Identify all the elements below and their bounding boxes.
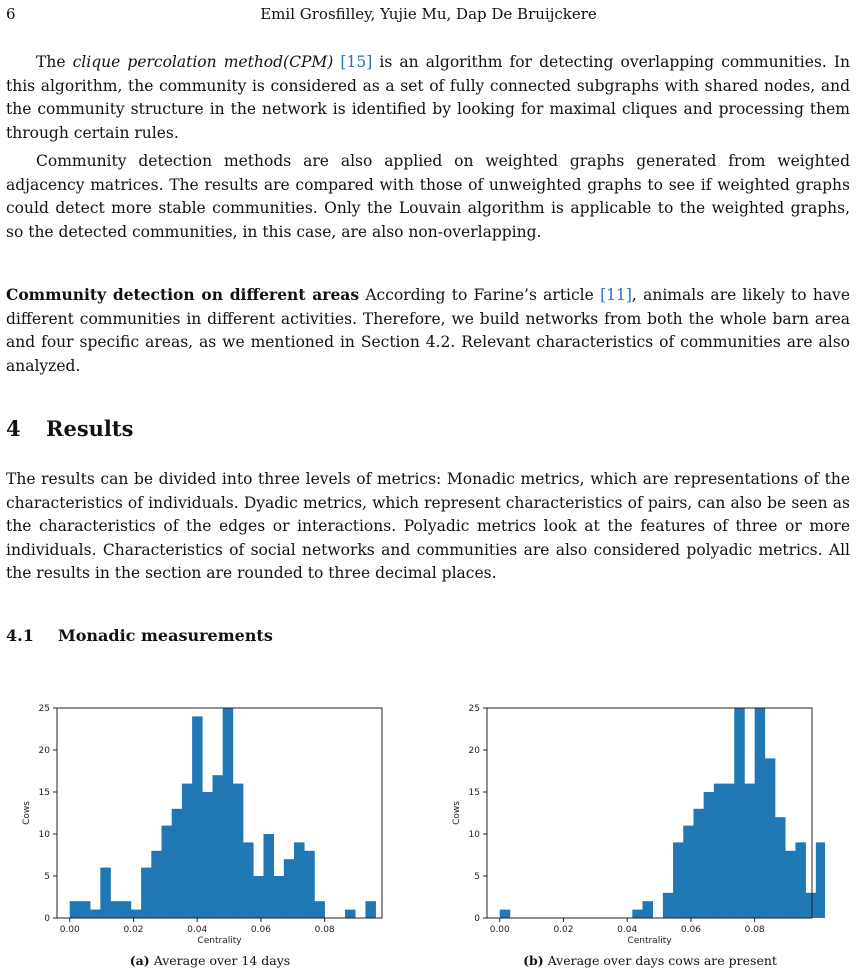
histogram-bar	[500, 910, 510, 918]
y-tick-label: 20	[468, 746, 480, 756]
histogram-bar	[192, 716, 202, 918]
histogram-bar	[284, 859, 294, 918]
x-tick-label: 0.00	[59, 925, 80, 935]
histogram-bar	[775, 817, 785, 918]
y-axis-label: Cows	[22, 801, 32, 825]
y-tick-label: 5	[474, 872, 480, 882]
caption-a: (a) Average over 14 days	[129, 953, 291, 968]
paragraph-results: The results can be divided into three levels of metrics: Monadic metrics, which are representations of the characteristics of individuals. Dyadic metrics, which represent characteristics of pairs, can also be seen as the characteristics of the edges or interactions. Polyadic metrics look at the features of three or more individuals. Characteristics of social networks and communities are also considered polyadic metrics. All the results in the section are rounded to three decimal places.	[6, 470, 850, 583]
subsection-heading: 4.1 Monadic measurements	[6, 626, 273, 645]
histogram-bar	[80, 901, 90, 918]
x-tick-label: 0.06	[250, 925, 271, 935]
histogram-bar	[274, 876, 284, 918]
histogram-bar	[141, 868, 151, 918]
paragraph-weighted: Community detection methods are also applied on weighted graphs generated from weighted adjacency matrices. The results are compared with those of unweighted graphs to see if weighted graphs could detect more stable communities. Only the Louvain algorithm is applicable to the weighted graphs, so the detected communities, in this case, are also non-overlapping.	[6, 152, 850, 241]
histogram-bar	[755, 708, 765, 918]
page-number: 6	[6, 5, 16, 23]
histogram-bar	[294, 842, 304, 918]
histogram-bar	[304, 851, 314, 918]
x-tick-label: 0.08	[744, 925, 765, 935]
histogram-bar	[172, 809, 182, 918]
histogram-chart-b	[445, 702, 825, 950]
histogram-bar	[182, 784, 192, 918]
histogram-bar	[162, 826, 172, 918]
y-tick-label: 10	[468, 830, 480, 840]
paragraph-lead: Community detection on different areas	[6, 285, 360, 304]
histogram-bar	[202, 792, 212, 918]
histogram-bar	[131, 910, 141, 918]
histogram-bar	[632, 910, 642, 918]
histogram-bar	[151, 851, 161, 918]
y-tick-label: 25	[38, 704, 50, 714]
y-tick-label: 20	[38, 746, 50, 756]
histogram-bar	[263, 834, 273, 918]
x-axis-label: Centrality	[627, 936, 672, 946]
histogram-bar	[765, 758, 775, 918]
citation-link[interactable]: [11]	[600, 286, 632, 304]
citation-link[interactable]: [15]	[340, 53, 373, 71]
histogram-bar	[785, 851, 795, 918]
paragraph-cpm: The clique percolation method(CPM) [15] is an algorithm for detecting overlapping communities. In this algorithm, the community is considered as a set of fully connected subgraphs with shared nodes, and the community structure in the network is identified by looking for maximal cliques and processing them through certain rules.	[6, 53, 850, 142]
histogram-bar	[642, 901, 652, 918]
histogram-bar	[365, 901, 375, 918]
y-axis-label: Cows	[452, 801, 462, 825]
y-tick-label: 0	[44, 914, 50, 924]
histogram-bar	[683, 826, 693, 918]
x-axis-label: Centrality	[197, 936, 242, 946]
histogram-bar	[806, 893, 816, 918]
x-tick-label: 0.02	[123, 925, 144, 935]
histogram-bar	[673, 842, 683, 918]
x-tick-label: 0.06	[680, 925, 701, 935]
histogram-bar	[704, 792, 714, 918]
histogram-bar	[816, 842, 825, 918]
section-heading: 4 Results	[6, 416, 134, 441]
histogram-bar	[345, 910, 355, 918]
histogram-bar	[314, 901, 324, 918]
y-tick-label: 15	[468, 788, 480, 798]
histogram-bar	[253, 876, 263, 918]
histogram-bar	[744, 784, 754, 918]
histogram-bar	[111, 901, 121, 918]
histogram-bar	[724, 784, 734, 918]
y-tick-label: 15	[38, 788, 50, 798]
y-tick-label: 10	[38, 830, 50, 840]
y-tick-label: 5	[44, 872, 50, 882]
histogram-bar	[90, 910, 100, 918]
y-tick-label: 25	[468, 704, 480, 714]
histogram-bar	[121, 901, 131, 918]
x-tick-label: 0.08	[314, 925, 335, 935]
running-head: Emil Grosfilley, Yujie Mu, Dap De Bruijckere	[260, 5, 597, 23]
histogram-bar	[100, 868, 110, 918]
histogram-chart-a	[15, 702, 395, 950]
histogram-bar	[223, 708, 233, 918]
histogram-bar	[734, 708, 744, 918]
caption-b: (b) Average over days cows are present	[523, 953, 777, 968]
histogram-bar	[795, 842, 805, 918]
x-tick-label: 0.04	[617, 925, 638, 935]
y-tick-label: 0	[474, 914, 480, 924]
paragraph-areas: Community detection on different areas According to Farine’s article [11], animals are likely to have different communities in different activities. Therefore, we build networks from both the whole barn area and four specific areas, as we mentioned in Section 4.2. Relevant characteristics of communities are also analyzed.	[6, 285, 850, 375]
histogram-bar	[663, 893, 673, 918]
histogram-bar	[70, 901, 80, 918]
histogram-bar	[243, 842, 253, 918]
histogram-bar	[212, 775, 222, 918]
x-tick-label: 0.00	[489, 925, 510, 935]
histogram-bar	[693, 809, 703, 918]
histogram-bar	[233, 784, 243, 918]
x-tick-label: 0.04	[187, 925, 208, 935]
histogram-bar	[714, 784, 724, 918]
x-tick-label: 0.02	[553, 925, 574, 935]
